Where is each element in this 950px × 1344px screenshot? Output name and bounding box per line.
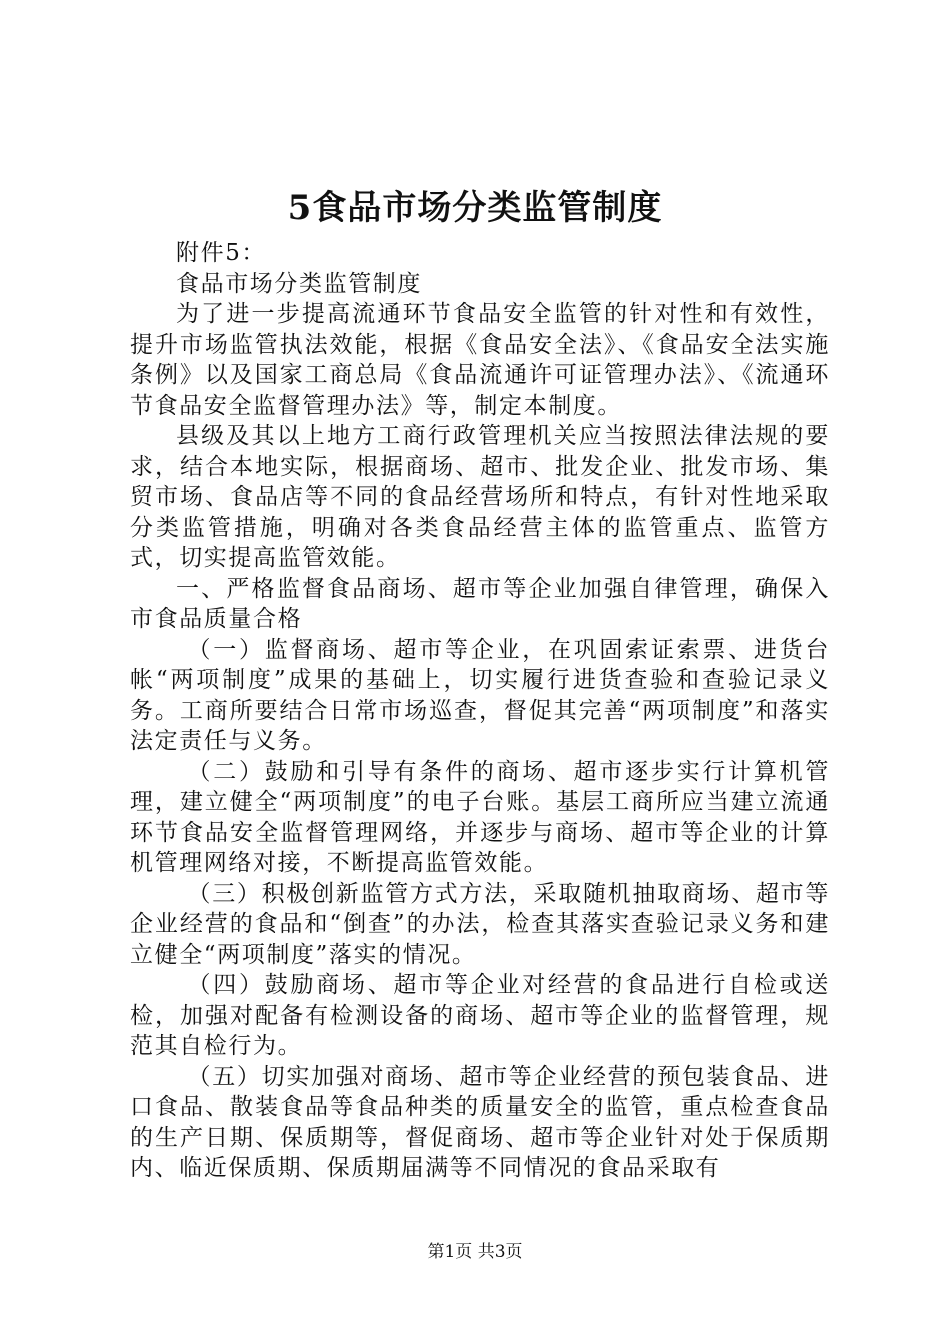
clause-4: （四）鼓励商场、超市等企业对经营的食品进行自检或送检，加强对配备有检测设备的商场、超市等企业的监督管理，规范其自检行为。 — [130, 972, 830, 1059]
section-heading-1: 一、严格监督食品商场、超市等企业加强自律管理，确保入市食品质量合格 — [130, 575, 830, 632]
document-title: 5食品市场分类监管制度 — [287, 188, 663, 228]
clause-1: （一）监督商场、超市等企业，在巩固索证索票、进货台帐“两项制度”成果的基础上，切实履行进货查验和查验记录义务。工商所要结合日常市场巡查，督促其完善“两项制度”和落实法定责任与义务。 — [130, 636, 830, 754]
clause-3: （三）积极创新监管方式方法，采取随机抽取商场、超市等企业经营的食品和“倒查”的办法，检查其落实查验记录义务和建立健全“两项制度”落实的情况。 — [130, 880, 830, 968]
paragraph-purpose: 为了进一步提高流通环节食品安全监管的针对性和有效性，提升市场监管执法效能，根据《食品安全法》、《食品安全法实施条例》以及国家工商总局《食品流通许可证管理办法》、《流通环节食品安全监督管理办法》等，制定本制度。 — [130, 301, 830, 419]
clause-5: （五）切实加强对商场、超市等企业经营的预包装食品、进口食品、散装食品等食品种类的质量安全的监管，重点检查食品的生产日期、保质期等，督促商场、超市等企业针对处于保质期内、临近保质期、保质期届满等不同情况的食品采取有 — [130, 1063, 830, 1181]
document-subtitle: 食品市场分类监管制度 — [176, 270, 422, 297]
attachment-label: 附件5： — [176, 240, 267, 266]
paragraph-requirements: 县级及其以上地方工商行政管理机关应当按照法律法规的要求，结合本地实际，根据商场、超市、批发企业、批发市场、集贸市场、食品店等不同的食品经营场所和特点，有针对性地采取分类监管措施，明确对各类食品经营主体的监管重点、监管方式，切实提高监管效能。 — [130, 423, 830, 571]
clause-2: （二）鼓励和引导有条件的商场、超市逐步实行计算机管理，建立健全“两项制度”的电子台账。基层工商所应当建立流通环节食品安全监督管理网络，并逐步与商场、超市等企业的计算机管理网络对接，不断提高监管效能。 — [130, 758, 830, 876]
page-number-footer: 第1页 共3页 — [427, 1242, 523, 1262]
document-body — [130, 238, 830, 1184]
